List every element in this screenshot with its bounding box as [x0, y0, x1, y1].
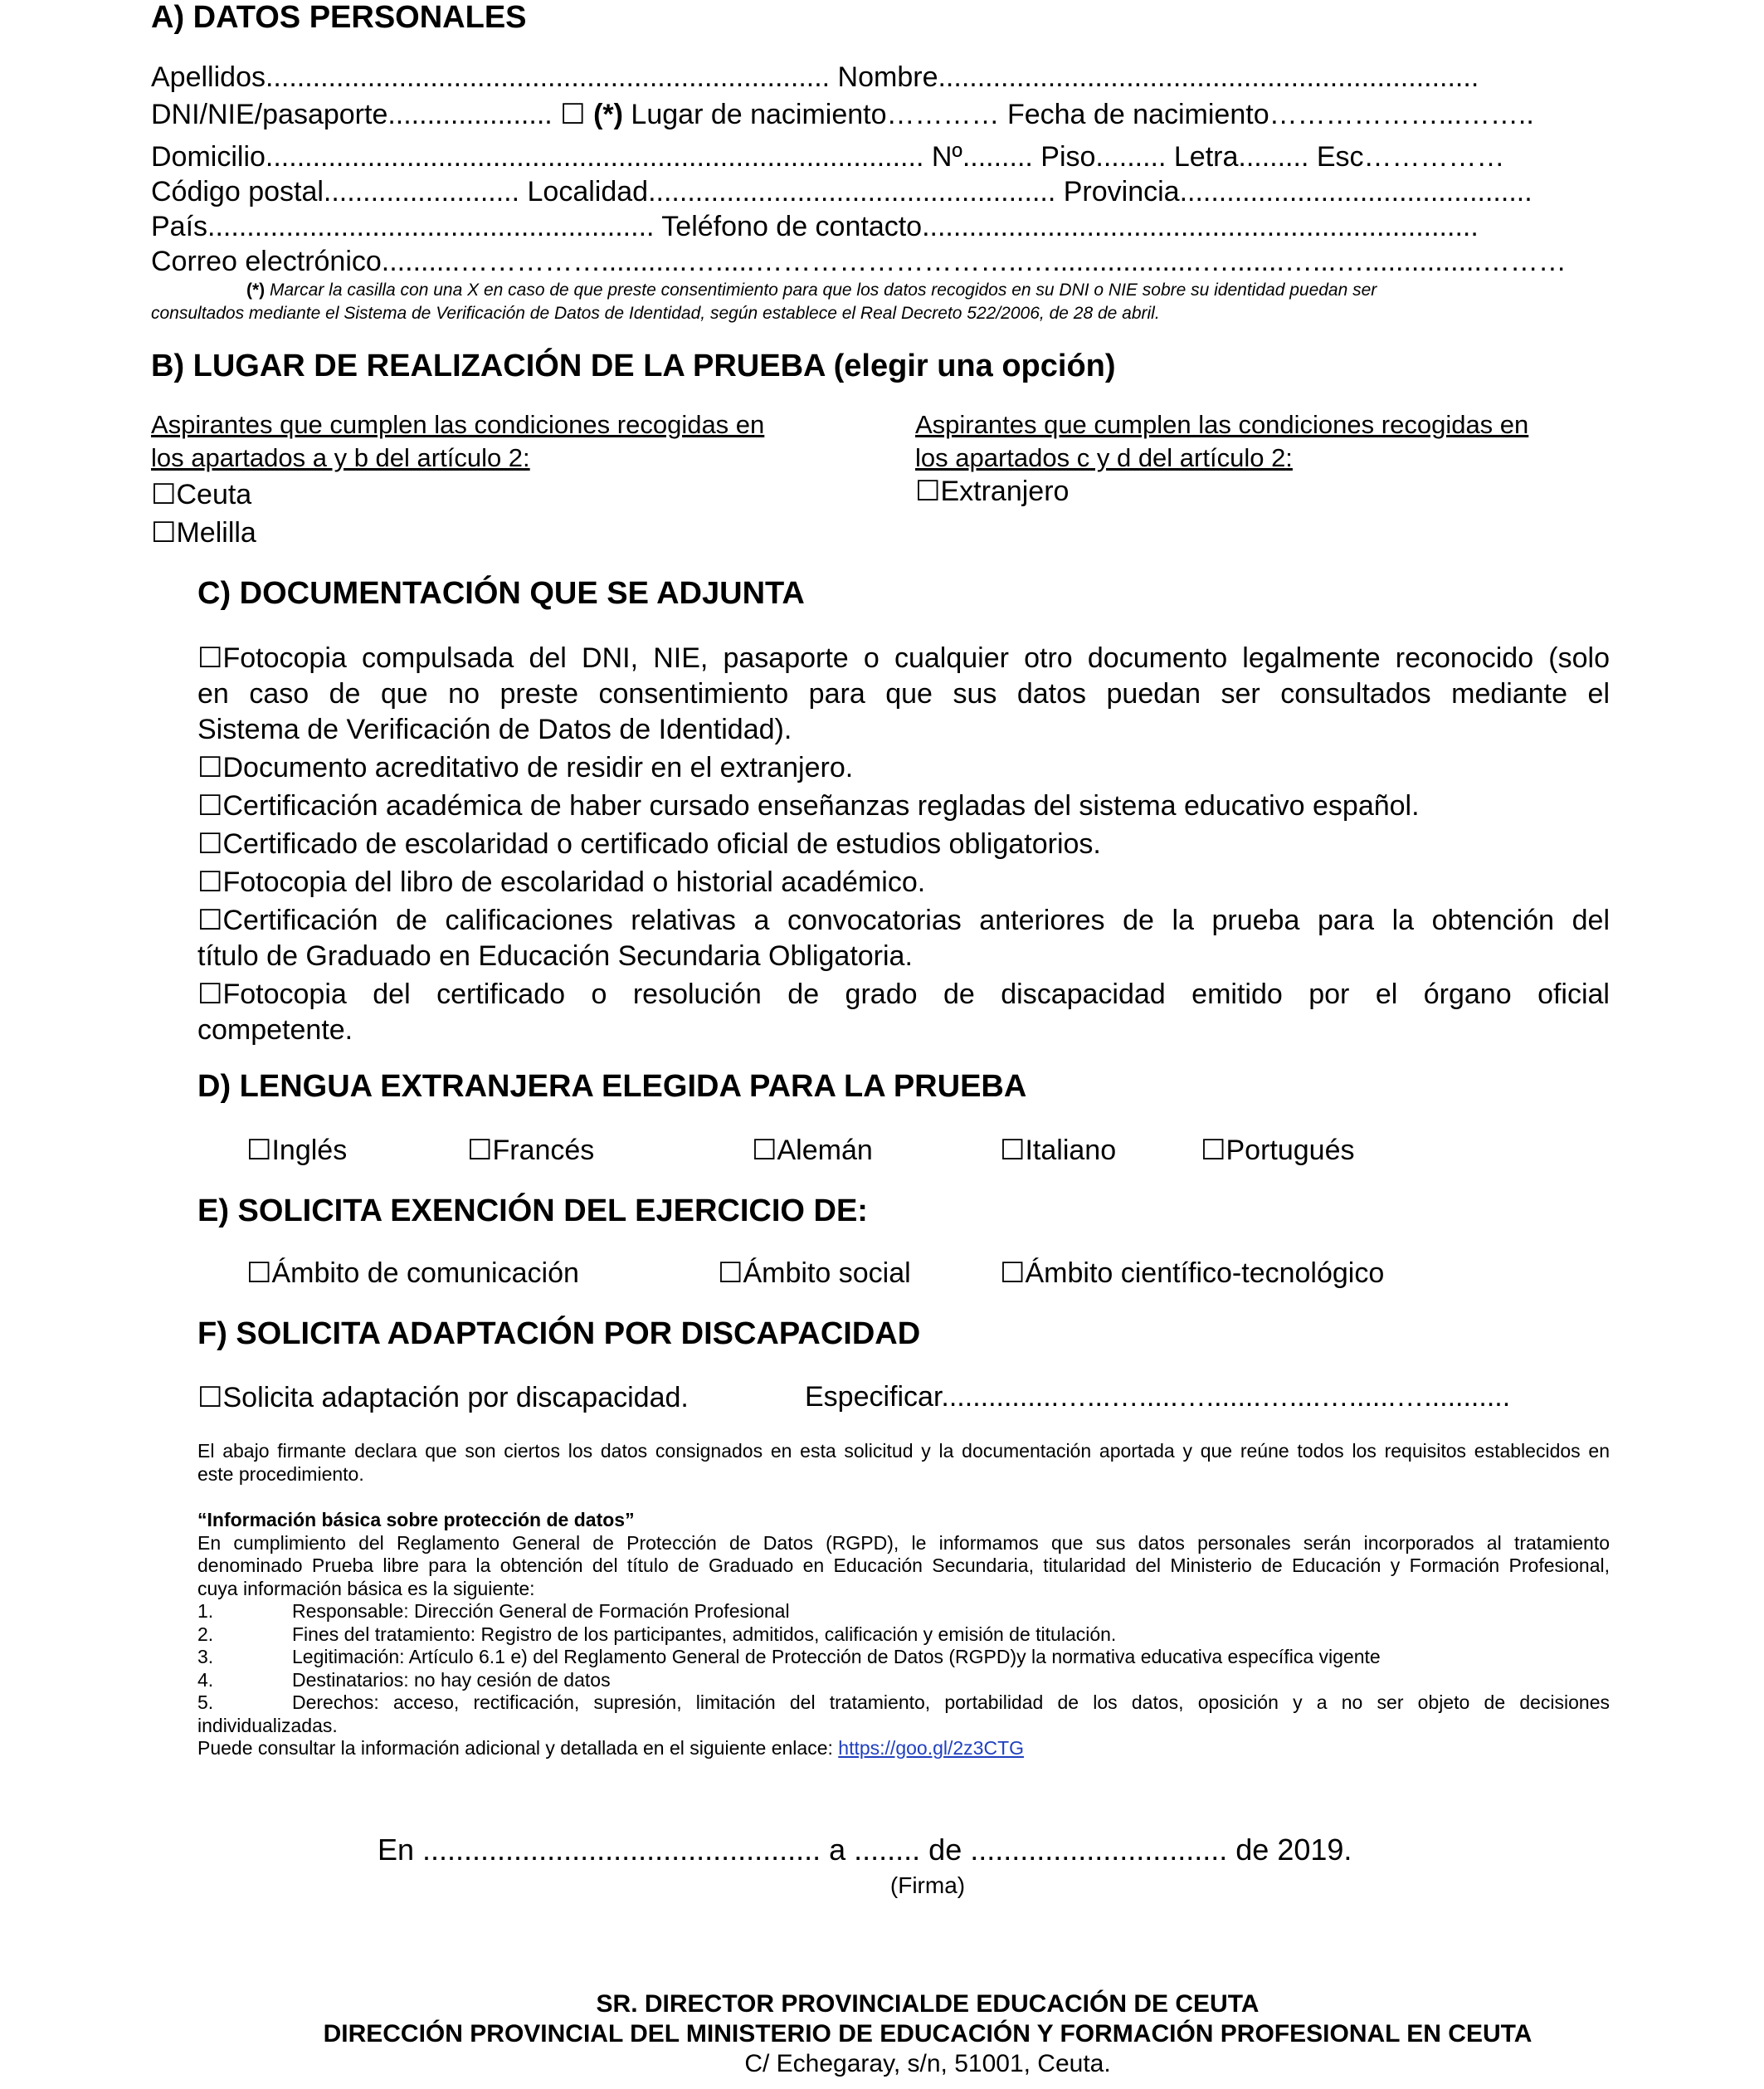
exempt-communication[interactable]: ☐Ámbito de comunicación [246, 1257, 579, 1289]
privacy-item-text: Derechos: acceso, rectificación, supresión, limitación del tratamiento, portabilidad de los datos, oposición y a no ser objeto de decisiones [292, 1691, 1610, 1713]
exempt-social[interactable]: ☐Ámbito social [718, 1257, 911, 1289]
signature-label: (Firma) [889, 1872, 966, 1898]
lang-italian[interactable]: ☐Italiano [1000, 1135, 1117, 1166]
privacy-link-line [197, 1737, 1610, 1760]
addressee-line-1: SR. DIRECTOR PROVINCIALDE EDUCACIÓN DE CEUTA [596, 1990, 1260, 2018]
id-field-label[interactable]: DNI/NIE/pasaporte..................... ☐ [151, 99, 594, 130]
lang-german[interactable]: ☐Alemán [752, 1135, 873, 1166]
email-line[interactable]: Correo electrónico..........……………...........….....………………………..…...................….......…...…...............……… [151, 246, 1567, 277]
declaration-line-1: El abajo firmante declara que son ciertos los datos consignados en esta solicitud y la documentación aportada y que reúne todos los requisitos establecidos en [197, 1440, 1610, 1462]
place-date-line[interactable]: En ................................................ a ........ de ............................... de 2019. [378, 1833, 1352, 1867]
lang-english[interactable]: ☐Inglés [246, 1135, 348, 1166]
lang-french[interactable]: ☐Francés [467, 1135, 595, 1166]
addressee-address: C/ Echegaray, s/n, 51001, Ceuta. [744, 2050, 1111, 2077]
privacy-block [197, 1509, 1610, 1760]
consent-note [151, 279, 1611, 325]
doc-item-id-copy-1[interactable]: ☐Fotocopia compulsada del DNI, NIE, pasaporte o cualquier otro documento legalmente reconocido (solo [197, 642, 1610, 674]
section-e-title: E) SOLICITA EXENCIÓN DEL EJERCICIO DE: [197, 1193, 868, 1228]
privacy-item-number: 4. [197, 1668, 214, 1691]
privacy-item-text: Legitimación: Artículo 6.1 e) del Reglamento General de Protección de Datos (RGPD)y la normativa educativa específica vigente [292, 1646, 1381, 1667]
privacy-item-number: 5. [197, 1691, 214, 1713]
addressee-line-2: DIRECCIÓN PROVINCIAL DEL MINISTERIO DE EDUCACIÓN Y FORMACIÓN PROFESIONAL EN CEUTA [323, 2020, 1533, 2048]
right-criteria-heading-2: los apartados c y d del artículo 2: [915, 443, 1293, 472]
address-line[interactable]: Domicilio.................................................................................... Nº......... Piso......... Letra......... Esc…………… [151, 141, 1505, 173]
privacy-item-text: Fines del tratamiento: Registro de los participantes, admitidos, calificación y emisión de titulación. [292, 1623, 1117, 1645]
privacy-item-number: 2. [197, 1623, 214, 1645]
documents-list [197, 641, 1610, 1048]
privacy-item-number: 1. [197, 1600, 214, 1622]
privacy-item [197, 1669, 1610, 1692]
note-text-2: consultados mediante el Sistema de Verificación de Datos de Identidad, según establece el Real Decreto 522/2006, de 28 de abril. [151, 304, 1160, 323]
doc-item-academic-cert[interactable]: ☐Certificación académica de haber cursado enseñanzas regladas del sistema educativo español. [197, 790, 1420, 822]
privacy-link[interactable]: https://goo.gl/2z3CTG [838, 1737, 1025, 1759]
birth-fields-label[interactable]: Lugar de nacimiento………… Fecha de nacimiento………………...…….. [622, 99, 1534, 130]
exempt-scientific[interactable]: ☐Ámbito científico-tecnológico [1000, 1257, 1385, 1289]
note-mark: (*) [246, 281, 266, 300]
lang-portuguese[interactable]: ☐Portugués [1201, 1135, 1355, 1166]
adaptation-option[interactable]: ☐Solicita adaptación por discapacidad. [197, 1382, 689, 1413]
doc-item-school-book[interactable]: ☐Fotocopia del libro de escolaridad o historial académico. [197, 866, 926, 898]
option-extranjero[interactable]: ☐Extranjero [915, 476, 1070, 507]
consent-mark: (*) [593, 99, 623, 130]
doc-item-id-copy-2: en caso de que no preste consentimiento para que sus datos puedan ser consultados mediante el [197, 678, 1610, 710]
option-melilla[interactable]: ☐Melilla [151, 517, 256, 549]
doc-item-residence[interactable]: ☐Documento acreditativo de residir en el extranjero. [197, 752, 854, 783]
adaptation-specify-field[interactable]: Especificar...............…...….....….......…....…......…........... [805, 1381, 1511, 1413]
surname-name-line[interactable]: Apellidos........................................................................ Nombre..................................................................... [151, 61, 1479, 93]
section-f-title: F) SOLICITA ADAPTACIÓN POR DISCAPACIDAD [197, 1316, 921, 1351]
note-text-1: Marcar la casilla con una X en caso de que preste consentimiento para que los datos recogidos en su DNI o NIE sobre su identidad puedan ser [265, 281, 1377, 300]
country-phone-line[interactable]: País......................................................... Teléfono de contacto....................................................................... [151, 211, 1479, 242]
doc-item-disability-2: competente. [197, 1014, 353, 1046]
declaration [197, 1439, 1610, 1486]
postal-city-line[interactable]: Código postal......................... Localidad.................................................... Provincia............................................. [151, 176, 1533, 207]
section-a-title: A) DATOS PERSONALES [151, 0, 527, 35]
section-c-title: C) DOCUMENTACIÓN QUE SE ADJUNTA [197, 576, 805, 611]
section-b-title: B) LUGAR DE REALIZACIÓN DE LA PRUEBA (elegir una opción) [151, 349, 1116, 383]
doc-item-grades-1[interactable]: ☐Certificación de calificaciones relativas a convocatorias anteriores de la prueba para la obtención del [197, 905, 1610, 936]
privacy-text-3: cuya información básica es la siguiente: [197, 1577, 535, 1599]
section-d-title: D) LENGUA EXTRANJERA ELEGIDA PARA LA PRUEBA [197, 1069, 1027, 1104]
left-criteria-heading-1: Aspirantes que cumplen las condiciones recogidas en [151, 410, 765, 439]
privacy-item [197, 1600, 1610, 1623]
privacy-item-text: Responsable: Dirección General de Formación Profesional [292, 1600, 790, 1622]
right-criteria-heading-1: Aspirantes que cumplen las condiciones recogidas en [915, 410, 1529, 439]
doc-item-id-copy-3: Sistema de Verificación de Datos de Identidad). [197, 714, 792, 745]
privacy-item-5-cont: individualizadas. [197, 1714, 338, 1736]
privacy-text-1: En cumplimiento del Reglamento General de Protección de Datos (RGPD), le informamos que sus datos personales serán incorporados al tratamiento [197, 1531, 1610, 1554]
declaration-line-2: este procedimiento. [197, 1463, 364, 1485]
privacy-text-2: denominado Prueba libre para la obtención del título de Graduado en Educación Secundaria, titularidad del Ministerio de Educación y Formación Profesional, [197, 1555, 1610, 1576]
privacy-item [197, 1646, 1610, 1669]
privacy-item-number: 3. [197, 1646, 214, 1667]
left-criteria-heading-2: los apartados a y b del artículo 2: [151, 443, 530, 472]
doc-item-disability-1[interactable]: ☐Fotocopia del certificado o resolución de grado de discapacidad emitido por el órgano oficial [197, 979, 1610, 1010]
doc-item-school-cert[interactable]: ☐Certificado de escolaridad o certificado oficial de estudios obligatorios. [197, 828, 1101, 860]
option-ceuta[interactable]: ☐Ceuta [151, 479, 252, 510]
privacy-item-text: Destinatarios: no hay cesión de datos [292, 1668, 611, 1691]
privacy-link-intro: Puede consultar la información adicional y detallada en el siguiente enlace: [197, 1737, 839, 1759]
privacy-item [197, 1691, 1610, 1715]
doc-item-grades-2: título de Graduado en Educación Secundaria Obligatoria. [197, 940, 913, 972]
privacy-item [197, 1623, 1610, 1647]
privacy-title: “Información básica sobre protección de datos” [197, 1509, 635, 1530]
id-birth-line[interactable] [151, 98, 1534, 131]
